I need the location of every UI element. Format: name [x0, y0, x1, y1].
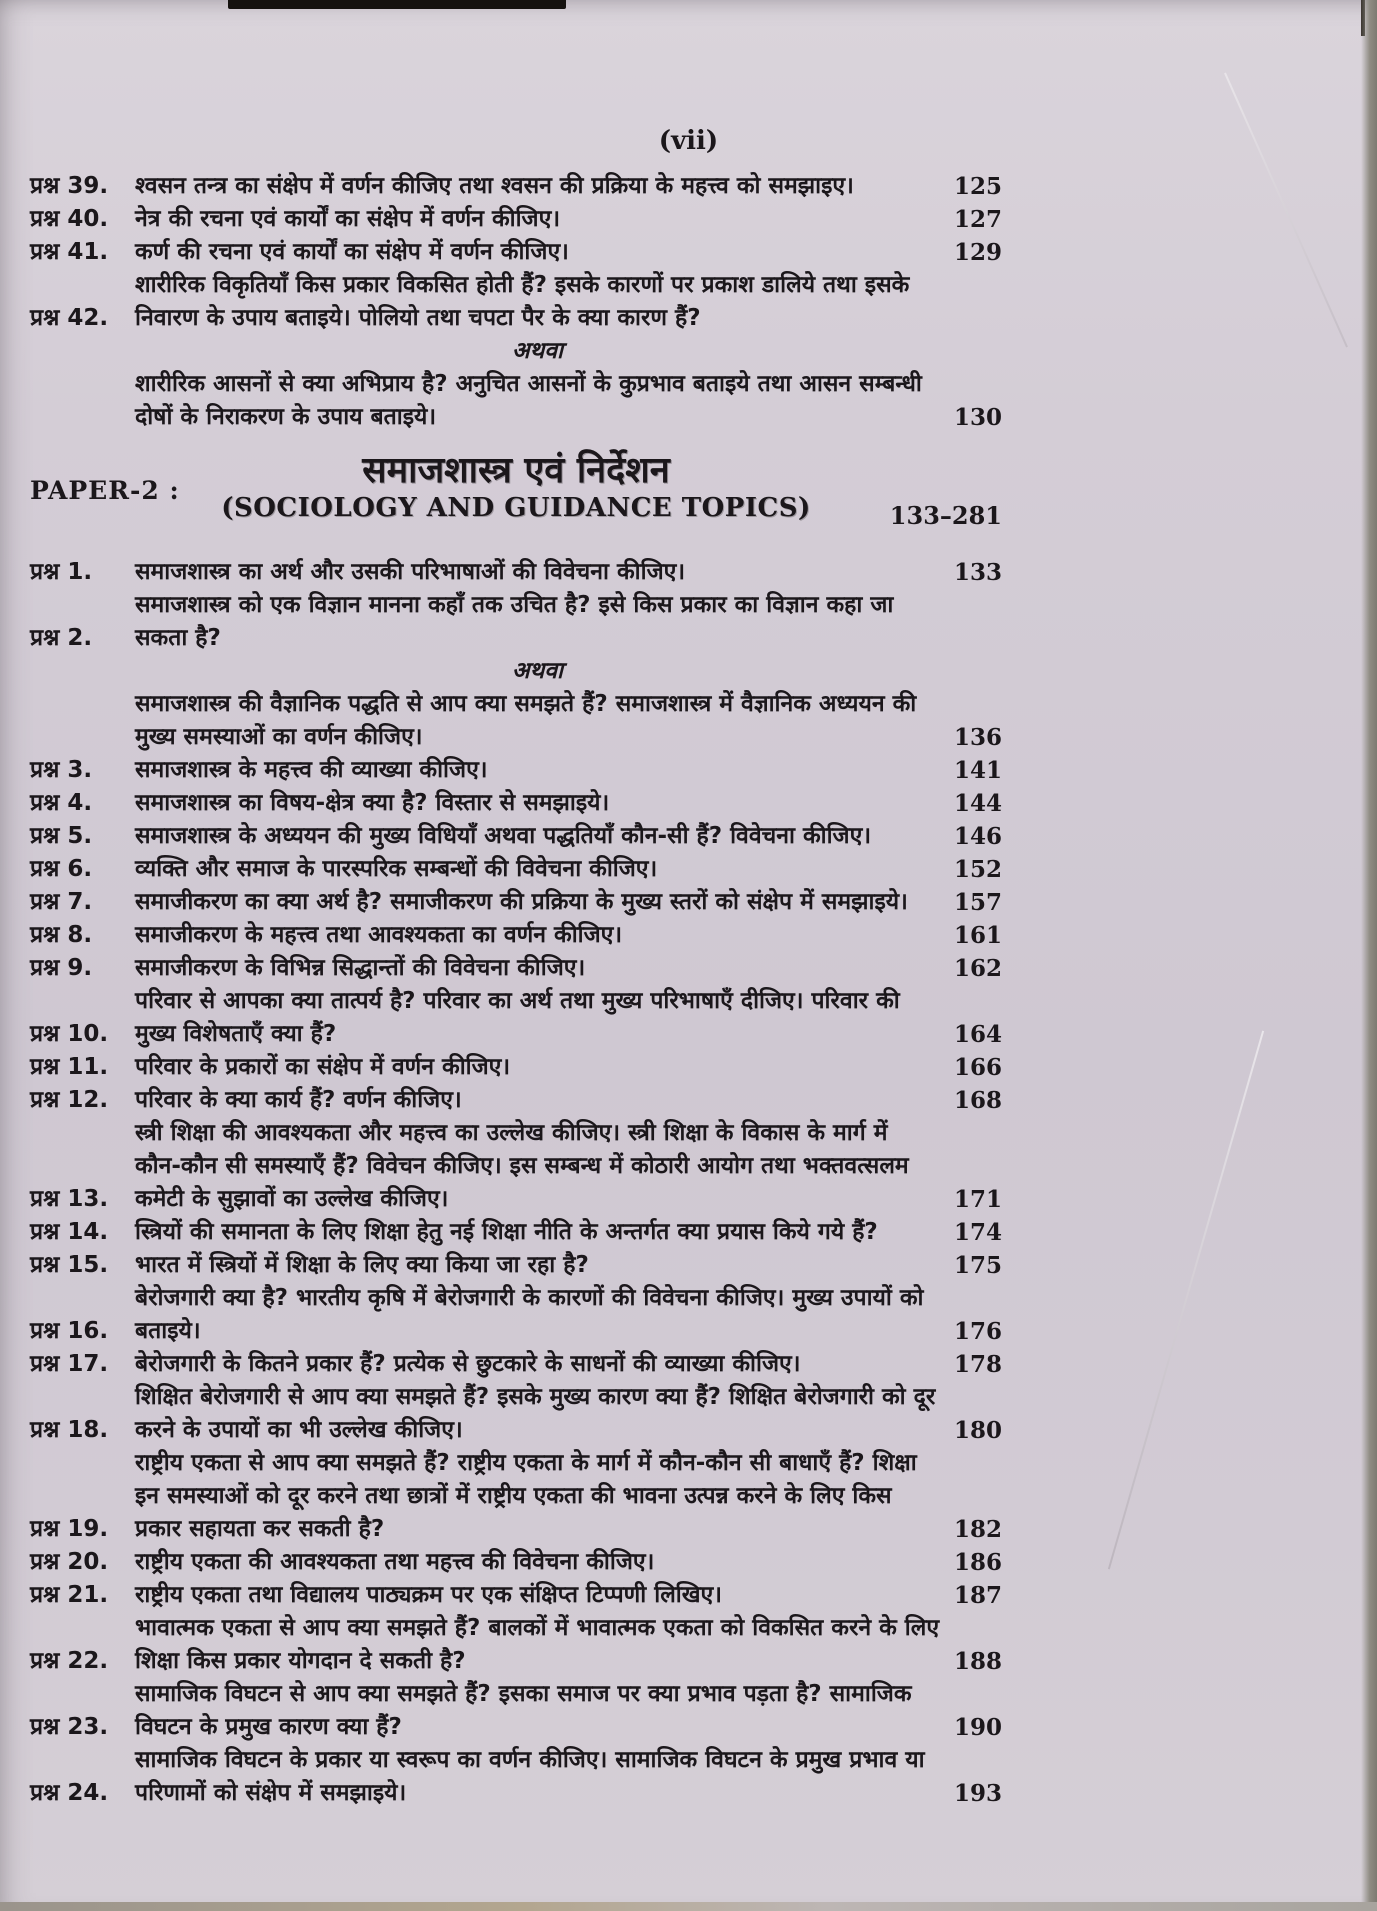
toc-entry [30, 985, 1002, 1051]
question-label: प्रश्न 2. [30, 625, 93, 651]
question-label: प्रश्न 17. [30, 1351, 109, 1377]
toc-entry [30, 1282, 1002, 1348]
page-number: 157 [953, 889, 1002, 916]
question-label: प्रश्न 18. [30, 1417, 109, 1443]
question-text: श्वसन तन्त्र का संक्षेप में वर्णन कीजिए तथा श्वसन की प्रक्रिया के महत्त्व को समझाइए। [135, 173, 854, 199]
toc-entry [30, 556, 1002, 589]
toc-entry [30, 952, 1002, 985]
question-label: प्रश्न 40. [30, 206, 109, 232]
page-number: 130 [953, 404, 1002, 431]
page-number: 129 [953, 239, 1002, 266]
toc-entry [30, 1678, 1002, 1744]
page-number: 141 [953, 757, 1002, 784]
or-divider: अथवा [511, 658, 563, 684]
toc-entry [30, 1084, 1002, 1117]
question-label: प्रश्न 21. [30, 1582, 109, 1608]
question-text: समाजीकरण के विभिन्न सिद्धान्तों की विवेचना कीजिए। [135, 955, 586, 981]
or-divider: अथवा [511, 338, 563, 364]
question-label: प्रश्न 14. [30, 1219, 109, 1245]
question-label: प्रश्न 10. [30, 1021, 109, 1047]
scan-artifact-bottom-edge [0, 1902, 1377, 1911]
question-text: राष्ट्रीय एकता की आवश्यकता तथा महत्त्व की विवेचना कीजिए। [135, 1549, 655, 1575]
page-number: 178 [953, 1351, 1002, 1378]
question-text: समाजीकरण का क्या अर्थ है? समाजीकरण की प्रक्रिया के मुख्य स्तरों को संक्षेप में समझाइये। [135, 889, 908, 915]
question-text: समाजशास्त्र के महत्त्व की व्याख्या कीजिए। [135, 757, 488, 783]
question-label: प्रश्न 5. [30, 823, 93, 849]
paper2-page-range: 133–281 [889, 501, 1002, 530]
page-number: 161 [953, 922, 1002, 949]
page-number: 190 [953, 1714, 1002, 1741]
question-text: भारत में स्त्रियों में शिक्षा के लिए क्या किया जा रहा है? [135, 1252, 589, 1278]
question-label: प्रश्न 12. [30, 1087, 109, 1113]
toc-entry [30, 1249, 1002, 1282]
question-text: राष्ट्रीय एकता तथा विद्यालय पाठ्यक्रम पर एक संक्षिप्त टिप्पणी लिखिए। [135, 1582, 722, 1608]
scan-artifact-right-edge [1361, 0, 1377, 1911]
question-text: समाजशास्त्र का विषय-क्षेत्र क्या है? विस्तार से समझाइये। [135, 790, 610, 816]
page-number: 186 [953, 1549, 1002, 1576]
question-label: प्रश्न 22. [30, 1648, 109, 1674]
toc-entry [30, 1051, 1002, 1084]
question-label: प्रश्न 4. [30, 790, 93, 816]
question-label: प्रश्न 16. [30, 1318, 109, 1344]
question-label: प्रश्न 13. [30, 1186, 109, 1212]
question-text: शारीरिक विकृतियाँ किस प्रकार विकसित होती हैं? इसके कारणों पर प्रकाश डालिये तथा इसके निवारण के उपाय बताइये। पोलियो तथा चपटा पैर के क्या कारण हैं? [135, 272, 910, 331]
page-number: 166 [953, 1054, 1002, 1081]
question-text: बेरोजगारी क्या है? भारतीय कृषि में बेरोजगारी के कारणों की विवेचना कीजिए। मुख्य उपायों को बताइये। [135, 1285, 924, 1344]
question-text: सामाजिक विघटन से आप क्या समझते हैं? इसका समाज पर क्या प्रभाव पड़ता है? सामाजिक विघटन के प्रमुख कारण क्या हैं? [135, 1681, 912, 1740]
question-text: समाजशास्त्र का अर्थ और उसकी परिभाषाओं की विवेचना कीजिए। [135, 559, 686, 585]
page-number: 152 [953, 856, 1002, 883]
toc-section-physiology [30, 170, 1002, 434]
page-number: 182 [953, 1516, 1002, 1543]
page-number: 180 [953, 1417, 1002, 1444]
question-text: परिवार के क्या कार्य हैं? वर्णन कीजिए। [135, 1087, 462, 1113]
toc-entry [30, 1579, 1002, 1612]
question-text: सामाजिक विघटन के प्रकार या स्वरूप का वर्णन कीजिए। सामाजिक विघटन के प्रमुख प्रभाव या परिणामों को संक्षेप में समझाइये। [135, 1747, 925, 1806]
question-label: प्रश्न 3. [30, 757, 93, 783]
page-number: 162 [953, 955, 1002, 982]
toc-entry [30, 820, 1002, 853]
toc-entry [30, 1348, 1002, 1381]
question-text: शिक्षित बेरोजगारी से आप क्या समझते हैं? इसके मुख्य कारण क्या हैं? शिक्षित बेरोजगारी को दूर करने के उपायों का भी उल्लेख कीजिए। [135, 1384, 936, 1443]
page-number: 168 [953, 1087, 1002, 1114]
paper2-title-english: (SOCIOLOGY AND GUIDANCE TOPICS) [221, 493, 811, 523]
toc-entry [30, 589, 1002, 754]
question-text: राष्ट्रीय एकता से आप क्या समझते हैं? राष्ट्रीय एकता के मार्ग में कौन-कौन सी बाधाएँ हैं? शिक्षा इन समस्याओं को दूर करने तथा छात्रों में राष्ट्रीय एकता की भावना उत्पन्न करने के लिए किस प्रकार सहायता कर सकती है? [135, 1450, 917, 1542]
question-text: नेत्र की रचना एवं कार्यों का संक्षेप में वर्णन कीजिए। [135, 206, 561, 232]
question-label: प्रश्न 23. [30, 1714, 109, 1740]
toc-entry [30, 203, 1002, 236]
scan-artifact-top-bar [228, 0, 566, 9]
page-number: 125 [953, 173, 1002, 200]
question-text: स्त्री शिक्षा की आवश्यकता और महत्त्व का उल्लेख कीजिए। स्त्री शिक्षा के विकास के मार्ग में कौन-कौन सी समस्याएँ हैं? विवेचन कीजिए। इस सम्बन्ध में कोठारी आयोग तथा भक्तवत्सलम कमेटी के सुझावों का उल्लेख कीजिए। [135, 1120, 909, 1212]
question-text: परिवार से आपका क्या तात्पर्य है? परिवार का अर्थ तथा मुख्य परिभाषाएँ दीजिए। परिवार की मुख्य विशेषताएँ क्या हैं? [135, 988, 900, 1047]
question-text: समाजशास्त्र के अध्ययन की मुख्य विधियाँ अथवा पद्धतियाँ कौन-सी हैं? विवेचना कीजिए। [135, 823, 872, 849]
paper-crease [1108, 1031, 1264, 1570]
toc-entry [30, 1117, 1002, 1216]
page-number: 127 [953, 206, 1002, 233]
paper2-title-hindi: समाजशास्त्र एवं निर्देशन [362, 450, 670, 491]
toc-entry [30, 269, 1002, 434]
page-number: 174 [953, 1219, 1002, 1246]
page-number: 171 [953, 1186, 1002, 1213]
question-label: प्रश्न 8. [30, 922, 93, 948]
question-label: प्रश्न 7. [30, 889, 93, 915]
toc-entry [30, 1216, 1002, 1249]
toc-section-sociology [30, 556, 1002, 1810]
page-number: 175 [953, 1252, 1002, 1279]
toc-entry [30, 886, 1002, 919]
page-number: 136 [953, 724, 1002, 751]
page-number-roman: (vii) [658, 126, 719, 156]
question-label: प्रश्न 20. [30, 1549, 109, 1575]
question-label: प्रश्न 11. [30, 1054, 109, 1080]
toc-entry [30, 1381, 1002, 1447]
question-label: प्रश्न 41. [30, 239, 109, 265]
page-number: 188 [953, 1648, 1002, 1675]
question-label: प्रश्न 19. [30, 1516, 109, 1542]
question-label: प्रश्न 6. [30, 856, 93, 882]
toc-entry [30, 1744, 1002, 1810]
paper2-label: PAPER-2 : [30, 476, 180, 505]
toc-entry [30, 1447, 1002, 1546]
page-number: 193 [953, 1780, 1002, 1807]
toc-entry [30, 853, 1002, 886]
question-text: समाजीकरण के महत्त्व तथा आवश्यकता का वर्णन कीजिए। [135, 922, 623, 948]
question-text: कर्ण की रचना एवं कार्यों का संक्षेप में वर्णन कीजिए। [135, 239, 569, 265]
question-label: प्रश्न 39. [30, 173, 109, 199]
page-number: 146 [953, 823, 1002, 850]
question-text: परिवार के प्रकारों का संक्षेप में वर्णन कीजिए। [135, 1054, 511, 1080]
page-number: 133 [953, 559, 1002, 586]
page-number: 164 [953, 1021, 1002, 1048]
page-number: 144 [953, 790, 1002, 817]
alt-question-text: शारीरिक आसनों से क्या अभिप्राय है? अनुचित आसनों के कुप्रभाव बताइये तथा आसन सम्बन्धी दोषों के निराकरण के उपाय बताइये। [135, 371, 922, 430]
question-text: भावात्मक एकता से आप क्या समझते हैं? बालकों में भावात्मक एकता को विकसित करने के लिए शिक्षा किस प्रकार योगदान दे सकती है? [135, 1615, 940, 1674]
paper2-heading [30, 450, 1002, 546]
question-label: प्रश्न 24. [30, 1780, 109, 1806]
page-number: 187 [953, 1582, 1002, 1609]
toc-entry [30, 787, 1002, 820]
question-label: प्रश्न 42. [30, 305, 109, 331]
question-label: प्रश्न 9. [30, 955, 93, 981]
question-text: व्यक्ति और समाज के पारस्परिक सम्बन्धों की विवेचना कीजिए। [135, 856, 658, 882]
toc-entry [30, 170, 1002, 203]
question-label: प्रश्न 1. [30, 559, 93, 585]
toc-entry [30, 754, 1002, 787]
question-text: बेरोजगारी के कितने प्रकार हैं? प्रत्येक से छुटकारे के साधनों की व्याख्या कीजिए। [135, 1351, 801, 1377]
question-label: प्रश्न 15. [30, 1252, 109, 1278]
toc-entry [30, 919, 1002, 952]
toc-entry [30, 1612, 1002, 1678]
toc-entry [30, 236, 1002, 269]
alt-question-text: समाजशास्त्र की वैज्ञानिक पद्धति से आप क्या समझते हैं? समाजशास्त्र में वैज्ञानिक अध्ययन की मुख्य समस्याओं का वर्णन कीजिए। [135, 691, 917, 750]
question-text: स्त्रियों की समानता के लिए शिक्षा हेतु नई शिक्षा नीति के अन्तर्गत क्या प्रयास किये गये हैं? [135, 1219, 878, 1245]
question-text: समाजशास्त्र को एक विज्ञान मानना कहाँ तक उचित है? इसे किस प्रकार का विज्ञान कहा जा सकता है? [135, 592, 894, 651]
page-number: 176 [953, 1318, 1002, 1345]
toc-entry [30, 1546, 1002, 1579]
